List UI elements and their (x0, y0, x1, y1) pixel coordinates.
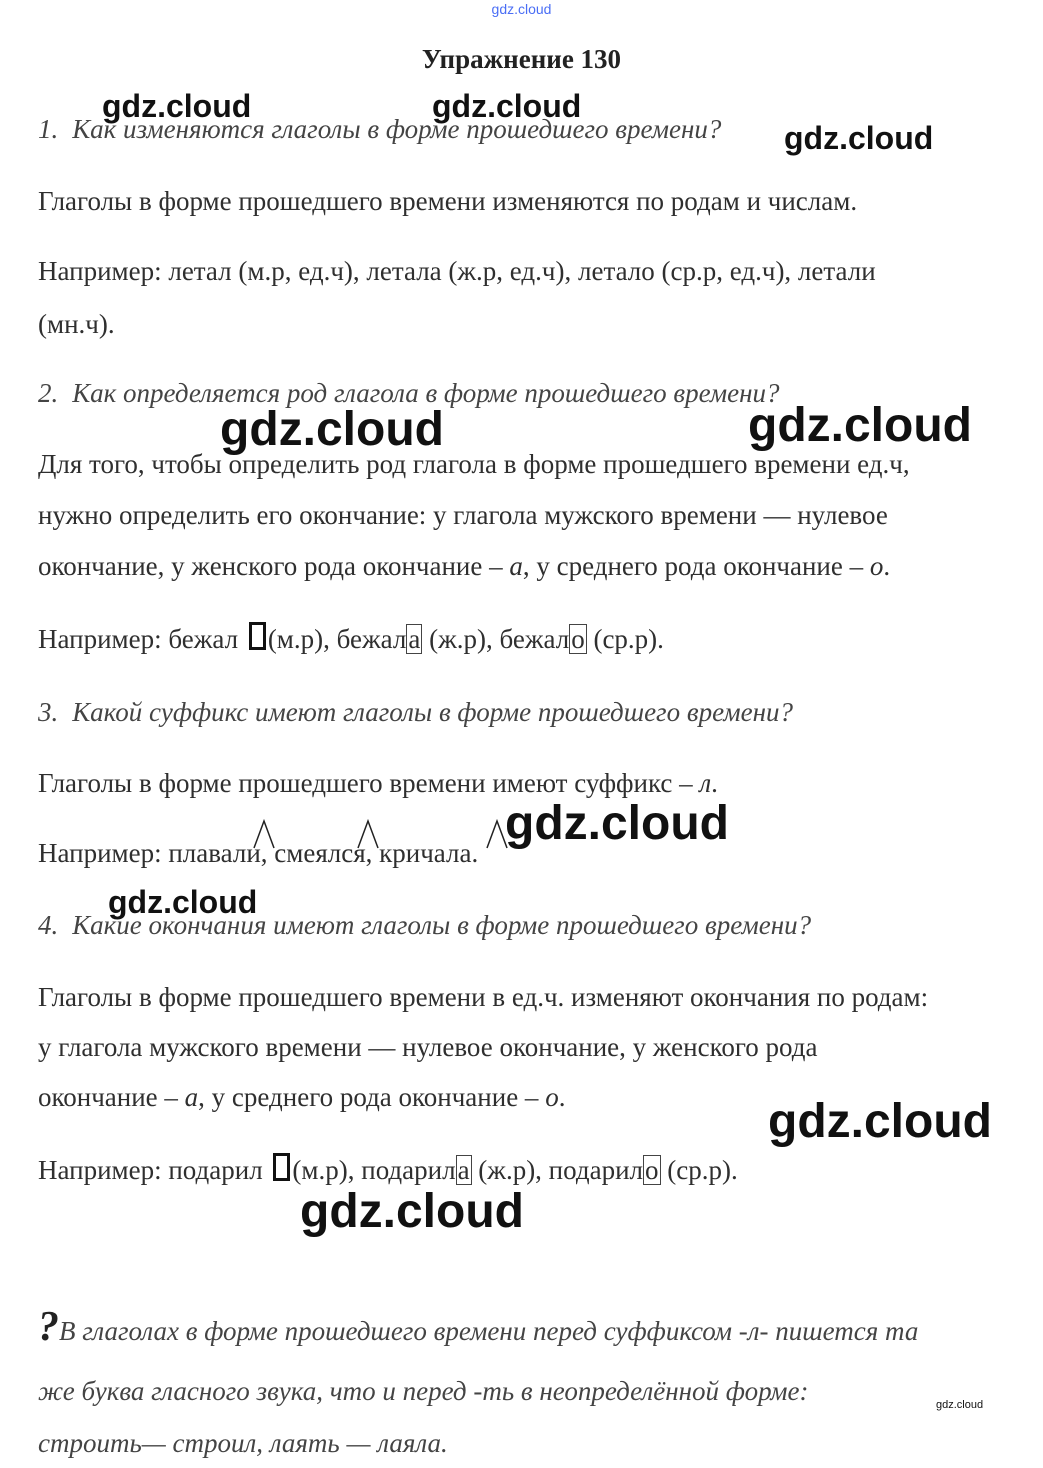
answer-4-line-3: окончание – а, у среднего рода окончание – о. (38, 1082, 566, 1112)
ending-box-o: о (645, 1155, 659, 1185)
question-number: 2. (38, 378, 59, 408)
rule-line-3: строить— строил, лаять — лаяла. (38, 1428, 448, 1458)
suffix-mark-icon (250, 818, 280, 850)
example-2: Например: бежал (м.р), бежала (ж.р), бежало (ср.р). (38, 624, 664, 654)
page-title: Упражнение 130 (421, 44, 622, 74)
watermark: gdz.cloud (102, 88, 252, 124)
answer-3: Глаголы в форме прошедшего времени имеют суффикс – л. (38, 768, 718, 798)
zero-ending-box (249, 622, 266, 650)
question-text: Как изменяются глаголы в форме прошедшего времени? (72, 114, 722, 144)
question-number: 3. (38, 697, 59, 727)
question-number: 4. (38, 910, 59, 940)
watermark: gdz.cloud (432, 88, 582, 124)
answer-4-line-2: у глагола мужского времени — нулевое окончание, у женского рода (38, 1032, 818, 1062)
answer-1-line-1: Глаголы в форме прошедшего времени изменяются по родам и числам. (38, 186, 858, 216)
answer-2-line-1: Для того, чтобы определить род глагола в форме прошедшего времени ед.ч, (38, 449, 910, 479)
ending-box-a: а (408, 624, 421, 654)
answer-1-line-3: (мн.ч). (38, 309, 115, 339)
watermark: gdz.cloud (108, 884, 258, 920)
answer-2-line-3: окончание, у женского рода окончание – а, у среднего рода окончание – о. (38, 551, 891, 581)
ending-box-a: а (457, 1155, 470, 1185)
question-number: 1. (38, 114, 59, 144)
watermark-small: gdz.cloud (936, 1399, 984, 1411)
watermark: gdz.cloud (505, 797, 729, 850)
watermark: gdz.cloud (300, 1185, 524, 1238)
question-3 (38, 697, 793, 728)
suffix-mark-icon (354, 818, 384, 850)
watermark: gdz.cloud (220, 403, 444, 456)
rule-line-2: же буква гласного звука, что и перед -ть в неопределённой форме: (38, 1376, 809, 1406)
watermark: gdz.cloud (768, 1095, 992, 1148)
ending-box-o: о (571, 624, 585, 654)
watermark: gdz.cloud (748, 399, 972, 452)
top-watermark: gdz.cloud (491, 1, 552, 17)
zero-ending-box (273, 1153, 290, 1181)
example-4: Например: подарил (м.р), подарила (ж.р), подарило (ср.р). (38, 1155, 738, 1185)
question-text: Какой суффикс имеют глаголы в форме прошедшего времени? (72, 697, 793, 727)
question-mark-icon: ? (38, 1304, 59, 1350)
answer-2-line-2: нужно определить его окончание: у глагола мужского времени — нулевое (38, 500, 888, 530)
watermark: gdz.cloud (784, 120, 934, 156)
question-text: Как определяется род глагола в форме прошедшего времени? (72, 378, 780, 408)
answer-1-line-2: Например: летал (м.р, ед.ч), летала (ж.р, ед.ч), летало (ср.р, ед.ч), летали (38, 256, 876, 286)
question-text: Какие окончания имеют глаголы в форме прошедшего времени? (72, 910, 812, 940)
example-3: Например: плавали, смеялся, кричала. (38, 838, 479, 868)
rule-line-1: ?В глаголах в форме прошедшего времени перед суффиксом -л- пишется та (38, 1304, 919, 1350)
answer-4-line-1: Глаголы в форме прошедшего времени в ед.ч. изменяют окончания по родам: (38, 982, 929, 1012)
